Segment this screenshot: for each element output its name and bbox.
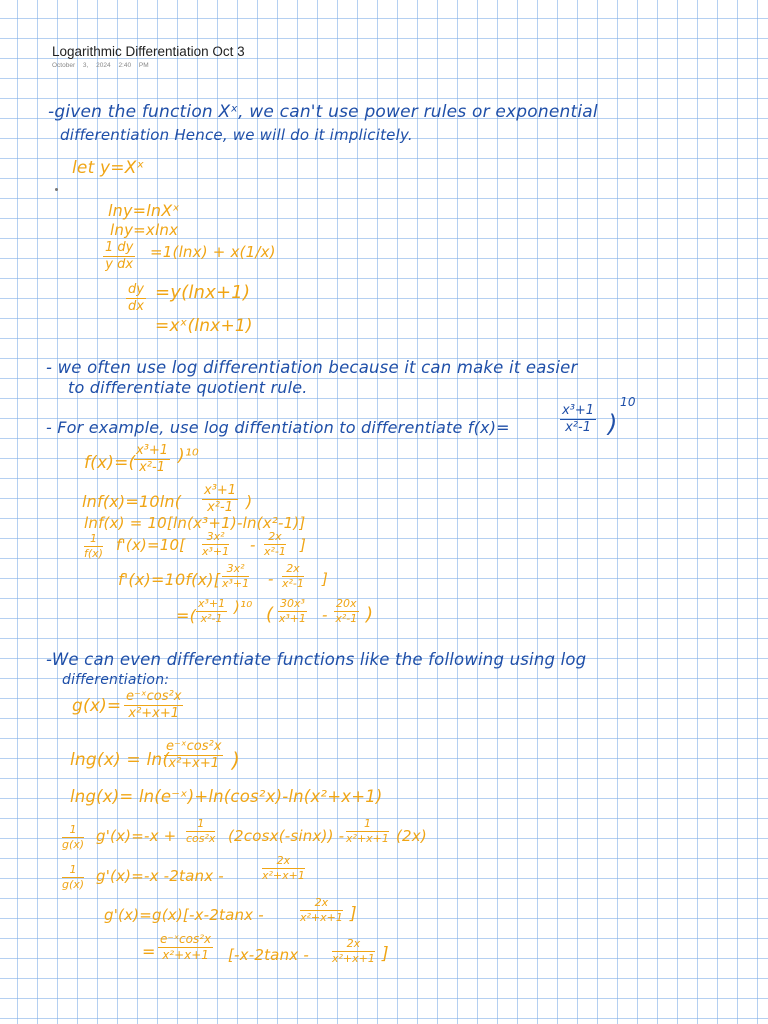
ex2-f5-b xyxy=(282,563,304,589)
ex2-f4-mid: f'(x)=10[ xyxy=(116,536,186,554)
ex1-line-5: =xˣ(lnx+1) xyxy=(155,316,253,336)
ex3-g7-close: ] xyxy=(382,944,389,964)
ex3-g4-lhs xyxy=(62,824,84,850)
stray-dot xyxy=(55,188,58,191)
ex2-f6-num: x³+1 xyxy=(198,597,226,610)
ex3-g4-lhs-num: 1 xyxy=(62,824,84,838)
para3-paren: ) xyxy=(608,410,618,438)
ex1-line-4-den: dx xyxy=(128,298,144,314)
ex2-f6-b-den: x²-1 xyxy=(335,611,358,625)
ex3-g5-den: x²+x+1 xyxy=(262,868,305,882)
ex2-f5: f'(x)=10f(x)[ xyxy=(118,570,221,589)
ex1-line-3-num: 1 dy xyxy=(105,240,134,255)
ex2-f5-a xyxy=(222,563,249,589)
ex2-f1-lhs: f(x)=( xyxy=(84,453,136,473)
ex3-g1-num: e⁻ˣcos²x xyxy=(126,689,182,704)
ex2-f4-a-num: 3x² xyxy=(202,531,229,545)
ex3-g7-b xyxy=(332,938,375,964)
ex3-g2-lhs: lng(x) = ln( xyxy=(70,750,170,770)
ex2-f4-lhs xyxy=(84,533,103,559)
para4-line-1: -We can even differentiate functions like the following using log xyxy=(46,650,587,669)
ex1-line-3-lhs xyxy=(103,241,135,271)
ex3-g4-d xyxy=(346,818,389,844)
ex3-g6-frac xyxy=(300,897,343,923)
ex3-g6-num: 2x xyxy=(300,897,343,911)
ex3-g6-den: x²+x+1 xyxy=(300,910,343,924)
ex2-f1-exp: )¹⁰ xyxy=(178,446,199,466)
ex2-f1-den: x²-1 xyxy=(139,459,165,475)
ex2-f4-b xyxy=(264,531,286,557)
ex2-f6-a-den: x³+1 xyxy=(278,611,307,625)
para3-exp: 10 xyxy=(620,395,636,409)
ex3-g4-d-den: x²+x+1 xyxy=(346,831,389,845)
ex2-f4-close: ] xyxy=(300,536,307,554)
ex2-f6-a-num: 30x³ xyxy=(280,597,305,610)
ex2-f2-close: ) xyxy=(246,492,253,511)
ex3-g4-c-num: 1 xyxy=(186,818,215,832)
page-time: 2:40 PM xyxy=(118,62,149,69)
ex2-f6-b xyxy=(334,598,359,624)
ex3-g5-lhs-den: g(x) xyxy=(62,877,85,891)
ex2-f4-lhs-den: f(x) xyxy=(84,546,103,560)
ex2-f6-exp: )¹⁰ xyxy=(234,598,253,616)
ex3-g7-b-den: x²+x+1 xyxy=(332,951,375,965)
ex1-line-4-lhs xyxy=(126,283,146,313)
ex2-f6-paren-close: ) xyxy=(366,604,374,625)
ex3-g2-close: ) xyxy=(232,748,241,772)
ex3-g5-lhs xyxy=(62,864,84,890)
ex3-g4-c-den: cos²x xyxy=(186,831,216,845)
ex2-f5-minus: - xyxy=(268,570,274,588)
ex3-g7-den: x²+x+1 xyxy=(162,947,209,962)
ex1-line-2: lny=xlnx xyxy=(110,221,179,239)
ex1-line-4-rhs: =y(lnx+1) xyxy=(155,282,251,303)
ex3-g2-frac xyxy=(164,740,223,770)
ex3-g1-lhs: g(x)= xyxy=(72,696,122,716)
page-title: Logarithmic Differentiation Oct 3 xyxy=(52,44,245,59)
ex3-g1-frac xyxy=(124,690,183,720)
para4-line-2: differentiation: xyxy=(62,672,170,688)
ex3-g5-lhs-num: 1 xyxy=(62,864,84,878)
ex2-f4-lhs-num: 1 xyxy=(84,533,103,547)
ex2-f4-a xyxy=(202,531,229,557)
ex2-f2-den: x²-1 xyxy=(207,499,233,515)
ex3-g7-eq: = xyxy=(142,942,156,961)
ex2-f4-a-den: x³+1 xyxy=(202,544,230,558)
ex3-g4-lhs-den: g(x) xyxy=(62,837,85,851)
ex3-g6-close: ] xyxy=(350,904,357,924)
para3-den: x²-1 xyxy=(565,419,591,435)
ex3-g5-mid: g'(x)=-x -2tanx - xyxy=(96,867,224,885)
ex3-g4-c xyxy=(186,818,215,844)
ex3-g7-num: e⁻ˣcos²x xyxy=(160,932,212,946)
ex1-let: let y=Xˣ xyxy=(72,158,145,178)
ex2-f2: lnf(x)=10ln( xyxy=(82,492,182,511)
ex2-f6-minus: - xyxy=(322,606,328,624)
para3-text: - For example, use log diffentiation to differentiate f(x)= xyxy=(46,418,510,437)
ex2-f1-num: x³+1 xyxy=(136,443,169,458)
ex2-f6-frac xyxy=(196,598,227,624)
ex2-f6-paren-open: ( xyxy=(266,604,274,625)
ex2-f5-a-den: x³+1 xyxy=(222,576,250,590)
ex1-line-3-rhs: =1(lnx) + x(1/x) xyxy=(150,243,276,261)
ex2-f4-b-num: 2x xyxy=(264,531,286,545)
ex3-g2-num: e⁻ˣcos²x xyxy=(166,739,222,754)
ex2-f2-num: x³+1 xyxy=(204,483,237,498)
ex2-f1-frac xyxy=(134,444,170,474)
ex3-g5-frac xyxy=(262,855,305,881)
ex3-g4-mid: g'(x)=-x + xyxy=(96,827,177,845)
ex2-f2-frac xyxy=(202,484,238,514)
ex3-g3: lng(x)= ln(e⁻ˣ)+ln(cos²x)-ln(x²+x+1) xyxy=(70,787,383,806)
ex2-f6-den: x²-1 xyxy=(200,611,223,625)
ex3-g6: g'(x)=g(x)[-x-2tanx - xyxy=(104,906,264,924)
ex3-g4-d-num: 1 xyxy=(346,818,389,832)
ex2-f6-open: =( xyxy=(176,606,197,625)
ex2-f4-minus: - xyxy=(250,536,256,554)
ex2-f3: lnf(x) = 10[ln(x³+1)-ln(x²-1)] xyxy=(84,514,306,532)
ex3-g1-den: x²+x+1 xyxy=(128,705,180,721)
ex2-f6-a xyxy=(278,598,307,624)
ex3-g7-mid: [-x-2tanx - xyxy=(228,946,309,964)
page-timestamp xyxy=(52,62,149,69)
para2-line-2: to differentiate quotient rule. xyxy=(68,378,308,397)
ex2-f5-a-num: 3x² xyxy=(222,563,249,577)
para3-num: x³+1 xyxy=(562,403,595,418)
ex3-g4-end: (2x) xyxy=(396,827,427,845)
intro-line-2: differentiation Hence, we will do it implicitely. xyxy=(60,126,413,144)
ex2-f5-close: ] xyxy=(322,570,329,588)
ex2-f5-b-den: x²-1 xyxy=(282,576,304,590)
intro-line-1: -given the function Xˣ, we can't use power rules or exponential xyxy=(48,102,598,122)
ex2-f6-b-num: 20x xyxy=(336,597,357,610)
ex3-g7-b-num: 2x xyxy=(332,938,375,952)
ex3-g4-mid2: (2cosx(-sinx)) - xyxy=(228,827,345,845)
ex3-g7-frac xyxy=(158,933,213,961)
ex1-line-1: lny=lnXˣ xyxy=(108,201,180,220)
ex2-f5-b-num: 2x xyxy=(282,563,304,577)
ex1-line-3-den: y dx xyxy=(105,256,134,272)
page-date: October 3, 2024 xyxy=(52,62,111,69)
ex3-g5-num: 2x xyxy=(262,855,305,869)
para3-fraction xyxy=(560,404,596,434)
ex3-g2-den: x²+x+1 xyxy=(168,755,220,771)
para2-line-1: - we often use log differentiation because it can make it easier xyxy=(46,358,578,377)
ex1-line-4-num: dy xyxy=(128,282,144,297)
ex2-f4-b-den: x²-1 xyxy=(264,544,286,558)
